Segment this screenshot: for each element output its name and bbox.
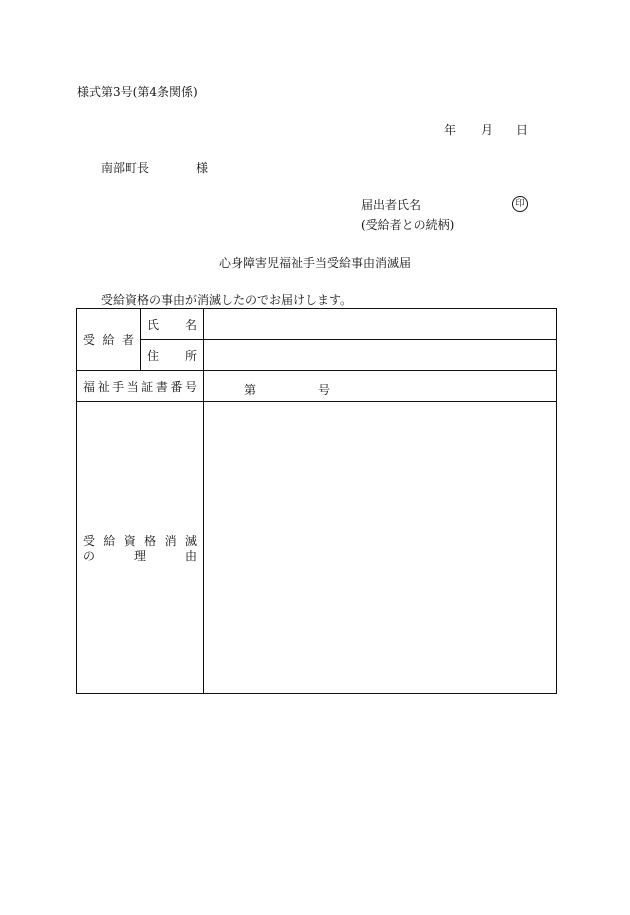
certificate-label-cell	[77, 371, 204, 402]
address-label-char: 住	[147, 348, 160, 363]
name-label-char: 名	[184, 317, 197, 332]
reason-label-char: の	[83, 548, 96, 563]
certificate-label-char: 手	[112, 379, 125, 394]
certificate-label-char: 祉	[97, 379, 110, 394]
table-row-name	[77, 309, 557, 340]
intro-text: 受給資格の事由が消滅したのでお届けします。	[101, 293, 353, 307]
recipient-label-char: 受	[83, 333, 96, 347]
reason-label-char: 格	[144, 533, 157, 548]
certificate-label-char: 番	[170, 379, 183, 394]
reason-field[interactable]	[204, 402, 557, 694]
name-field[interactable]	[204, 309, 557, 340]
reason-label-char: 理	[133, 548, 146, 563]
reason-label-char: 資	[123, 533, 136, 548]
recipient-label-char: 給	[102, 333, 115, 347]
relation-label: (受給者との続柄)	[361, 218, 455, 232]
recipient-label-cell	[77, 309, 141, 371]
reason-label-char: 由	[184, 548, 197, 563]
name-label-char: 氏	[147, 317, 160, 332]
table-row-address	[77, 340, 557, 371]
application-table	[76, 308, 557, 694]
seal-icon: 印	[512, 196, 528, 212]
reason-label-char: 消	[164, 533, 177, 548]
name-label-cell	[141, 309, 204, 340]
reason-label-cell	[77, 402, 204, 694]
date-day-label: 日	[516, 123, 529, 137]
address-label-cell	[141, 340, 204, 371]
certificate-label-char: 福	[83, 379, 96, 394]
number-prefix: 第	[244, 383, 257, 397]
applicant-name-label: 届出者氏名	[361, 198, 422, 212]
reason-label-char: 受	[83, 533, 96, 548]
number-suffix: 号	[318, 383, 331, 397]
reason-label-char: 給	[103, 533, 116, 548]
addressee: 南部町長	[101, 161, 150, 175]
reason-label-char: 滅	[184, 533, 197, 548]
form-number: 様式第3号(第4条関係)	[77, 85, 198, 99]
table-row-certificate	[77, 371, 557, 402]
certificate-label-char: 書	[155, 379, 168, 394]
certificate-label-char: 証	[141, 379, 154, 394]
address-field[interactable]	[204, 340, 557, 371]
addressee-suffix: 様	[196, 161, 209, 175]
recipient-label-char: 者	[121, 333, 134, 347]
date-year-label: 年	[444, 123, 457, 137]
certificate-label-char: 当	[126, 379, 139, 394]
address-label-char: 所	[184, 348, 197, 363]
document-title: 心身障害児福祉手当受給事由消滅届	[218, 256, 411, 270]
certificate-label-char: 号	[184, 379, 197, 394]
table-row-reason	[77, 402, 557, 694]
certificate-number-field[interactable]	[204, 371, 557, 402]
date-month-label: 月	[481, 123, 494, 137]
